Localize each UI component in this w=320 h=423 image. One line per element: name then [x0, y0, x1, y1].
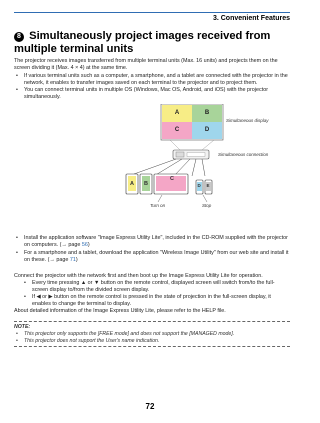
sub-bullet-item: • If ◀ or ▶ button on the remote control is pressed in the state of projection in the full-screen display, it enables to change the terminal to display. — [24, 294, 271, 307]
heading-title: Simultaneously project images received from multiple terminal units — [14, 30, 271, 55]
bullet-item: • For a smartphone and a tablet, download the application "Wireless Image Utility" from our web site and install it on these. (→ page 71) — [16, 250, 289, 263]
sub-bullet-item: • Every time pressing ▲ or ▼ button on the remote control, displayed screen will switch from/to the full-screen display to/from the divided screen display. — [24, 280, 275, 293]
note-divider — [14, 321, 290, 322]
note-item: • This projector does not support the User's name indication. — [16, 338, 160, 344]
terminal-b-label: B — [144, 181, 148, 187]
page-heading — [14, 30, 290, 56]
page-link[interactable]: 56 — [81, 242, 88, 248]
intro-paragraph: The projector receives images transferred from multiple terminal units (Max. 16 units) and projects them on the screen dividing it (Max. 4 × 4) at the same time. — [14, 58, 278, 71]
note-divider — [14, 346, 290, 347]
page-number: 72 — [145, 402, 155, 411]
bullet-item: • You can connect terminal units in multiple OS (Windows, Mac OS, Android, and iOS) with the projector simultaneously. — [16, 87, 268, 100]
quadrant-c: C — [162, 122, 192, 139]
terminal-e-label: E — [206, 183, 210, 188]
connect-paragraph: Connect the projector with the network first and then boot up the Image Express Utility Lite for operation. — [14, 273, 263, 279]
bullet-item: • Install the application software "Image Express Utility Lite", included in the CD-ROM supplied with the projector on computers. (→ page 56) — [16, 235, 288, 248]
connection-diagram — [110, 104, 300, 219]
terminal-d-label: D — [197, 183, 201, 188]
quadrant-b: B — [192, 105, 222, 122]
bullet-dot-icon: • — [16, 87, 18, 93]
note-item: • This projector only supports the [FREE mode] and does not support the [MANAGED mode]. — [16, 331, 235, 337]
bullet-dot-icon: • — [24, 280, 26, 286]
bullet-dot-icon: • — [24, 294, 26, 300]
terminal-a-label: A — [130, 181, 134, 187]
bullet-dot-icon: • — [16, 235, 18, 241]
label-turn-on: Turn on — [150, 203, 166, 208]
terminal-c-label: C — [170, 176, 174, 182]
label-simultaneous-connection: Simultaneous connection — [218, 152, 269, 157]
help-paragraph: About detailed information of the Image Express Utility Lite, please refer to the HELP file. — [14, 308, 226, 314]
bullet-dot-icon: • — [16, 73, 18, 79]
page-link[interactable]: 71 — [69, 257, 76, 263]
bullet-item: • If various terminal units such as a computer, a smartphone, and a tablet are connected with the projector in the network, it enables to transfer images saved on each terminal to the projector and to project them. — [16, 73, 288, 86]
note-label: NOTE: — [14, 324, 31, 330]
bullet-dot-icon: • — [16, 250, 18, 256]
label-stop: Stop — [202, 203, 212, 208]
header-rule — [14, 12, 290, 13]
quadrant-d: D — [192, 122, 222, 139]
label-simultaneous-display: Simultaneous display — [226, 118, 269, 123]
heading-number: 8 — [14, 32, 24, 42]
section-title: 3. Convenient Features — [212, 15, 290, 22]
quadrant-a: A — [162, 105, 192, 122]
